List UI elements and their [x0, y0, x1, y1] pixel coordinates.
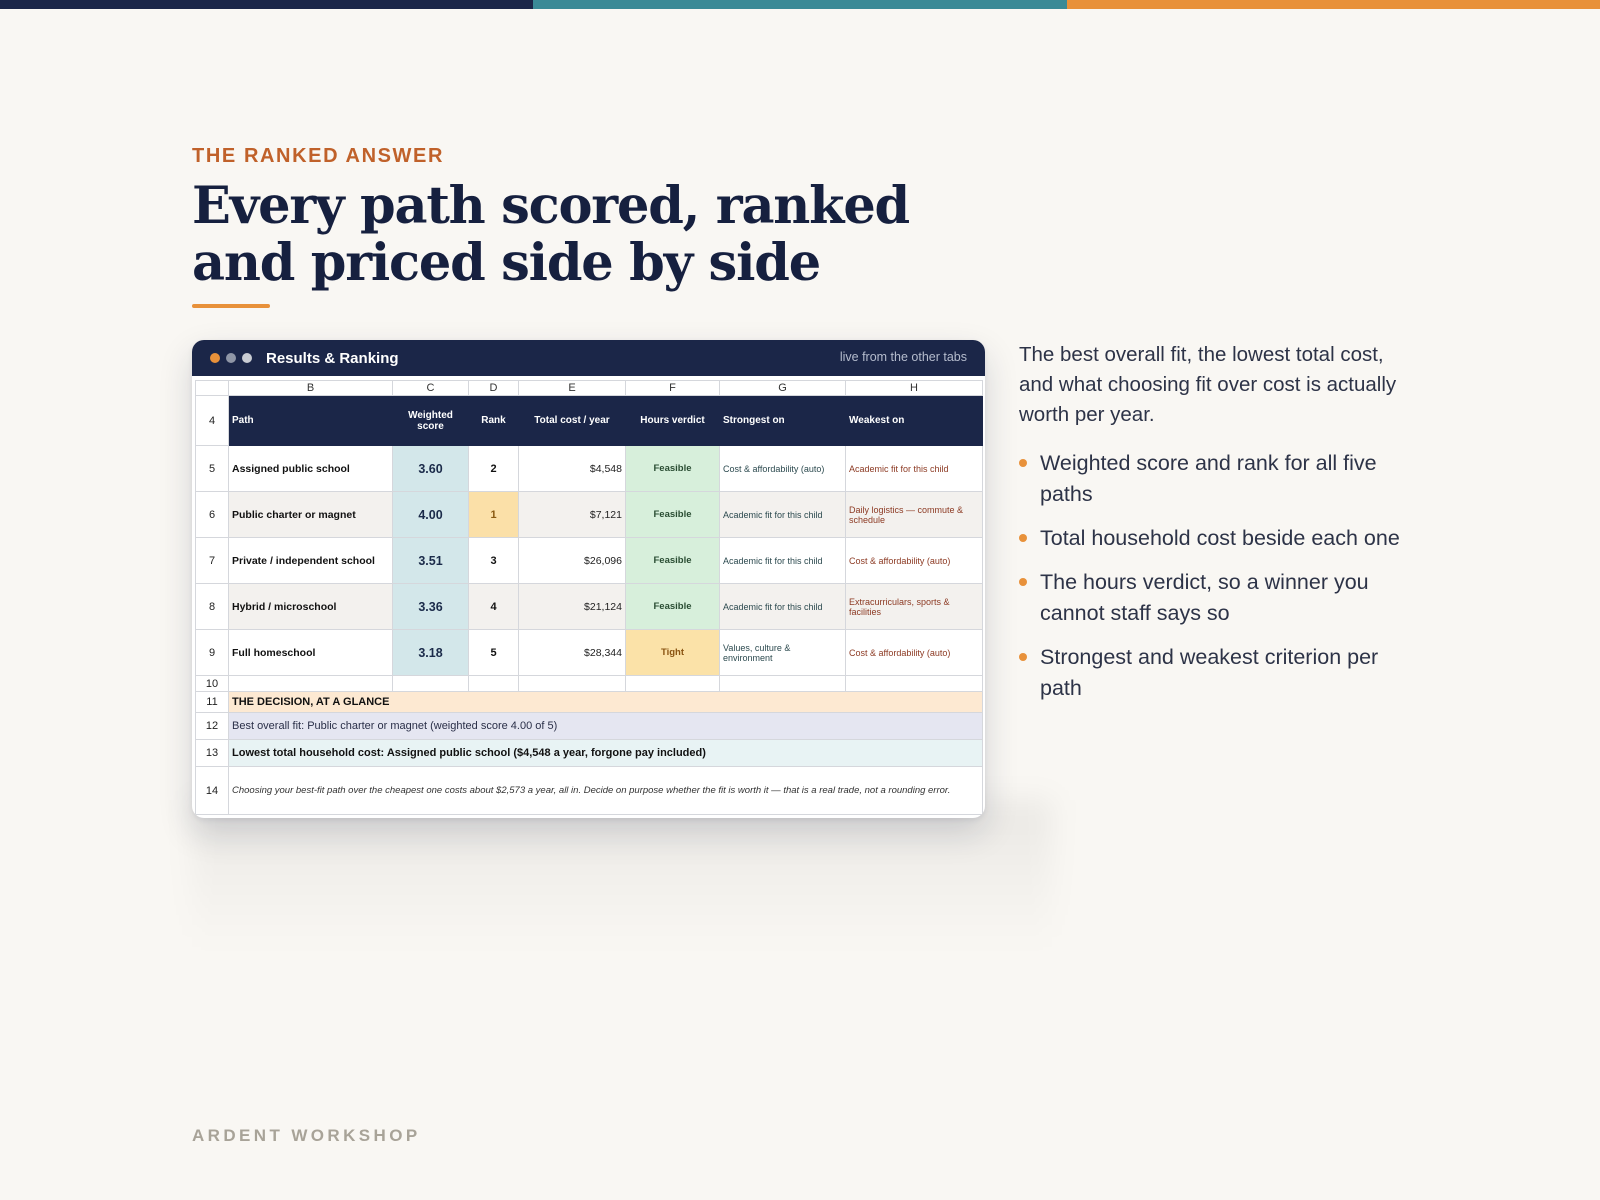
cost-cell[interactable]: $28,344	[519, 630, 626, 676]
bullet-dot-icon	[1019, 459, 1027, 467]
row-number[interactable]: 8	[196, 584, 229, 630]
score-cell[interactable]: 3.51	[393, 538, 469, 584]
header-hours-verdict[interactable]: Hours verdict	[626, 396, 720, 446]
cost-cell[interactable]: $26,096	[519, 538, 626, 584]
verdict-cell[interactable]: Feasible	[626, 492, 720, 538]
empty-cell[interactable]	[720, 676, 846, 692]
bullet-dot-icon	[1019, 578, 1027, 586]
row-number[interactable]: 12	[196, 713, 229, 740]
best-fit-cell[interactable]: Best overall fit: Public charter or magnet (weighted score 4.00 of 5)	[229, 713, 983, 740]
empty-cell[interactable]	[519, 676, 626, 692]
empty-row	[196, 676, 983, 692]
row-number[interactable]: 9	[196, 630, 229, 676]
table-row	[196, 630, 983, 676]
row-number[interactable]: 11	[196, 692, 229, 713]
weakest-cell[interactable]: Cost & affordability (auto)	[846, 538, 983, 584]
window-title: Results & Ranking	[266, 349, 399, 367]
summary-heading[interactable]: THE DECISION, AT A GLANCE	[229, 692, 983, 713]
header-path[interactable]: Path	[229, 396, 393, 446]
column-header-e[interactable]: E	[519, 381, 626, 396]
verdict-cell[interactable]: Feasible	[626, 584, 720, 630]
path-cell[interactable]: Hybrid / microschool	[229, 584, 393, 630]
lowest-cost-cell[interactable]: Lowest total household cost: Assigned public school ($4,548 a year, forgone pay included)	[229, 740, 983, 767]
lowest-cost-row	[196, 740, 983, 767]
empty-cell[interactable]	[846, 676, 983, 692]
header-weakest-on[interactable]: Weakest on	[846, 396, 983, 446]
trade-note-cell[interactable]: Choosing your best-fit path over the cheapest one costs about $2,573 a year, all in. Decide on purpose whether the fit is worth it — that is a real trade, not a rounding error.	[229, 767, 983, 815]
title-line-2: and priced side by side	[192, 233, 820, 293]
column-header-row	[196, 381, 983, 396]
window-note: live from the other tabs	[839, 350, 967, 364]
list-item-text: The hours verdict, so a winner you cannot staff says so	[1040, 570, 1369, 625]
row-number[interactable]: 7	[196, 538, 229, 584]
strongest-cell[interactable]: Values, culture & environment	[720, 630, 846, 676]
row-number[interactable]: 13	[196, 740, 229, 767]
score-cell[interactable]: 3.36	[393, 584, 469, 630]
row-number[interactable]: 6	[196, 492, 229, 538]
path-cell[interactable]: Private / independent school	[229, 538, 393, 584]
rank-cell[interactable]: 1	[469, 492, 519, 538]
list-item	[1019, 642, 1411, 704]
score-cell[interactable]: 3.18	[393, 630, 469, 676]
empty-cell[interactable]	[469, 676, 519, 692]
weakest-cell[interactable]: Extracurriculars, sports & facilities	[846, 584, 983, 630]
row-number[interactable]: 10	[196, 676, 229, 692]
row-number[interactable]: 4	[196, 396, 229, 446]
summary-heading-row	[196, 692, 983, 713]
row-number[interactable]: 14	[196, 767, 229, 815]
top-bar-orange-segment	[1067, 0, 1600, 9]
column-header-g[interactable]: G	[720, 381, 846, 396]
header-strongest-on[interactable]: Strongest on	[720, 396, 846, 446]
header-total-cost[interactable]: Total cost / year	[519, 396, 626, 446]
verdict-cell[interactable]: Tight	[626, 630, 720, 676]
rank-cell[interactable]: 3	[469, 538, 519, 584]
cost-cell[interactable]: $21,124	[519, 584, 626, 630]
column-header-f[interactable]: F	[626, 381, 720, 396]
top-color-bar	[0, 0, 1600, 9]
title-line-1: Every path scored, ranked	[192, 176, 910, 236]
strongest-cell[interactable]: Academic fit for this child	[720, 492, 846, 538]
score-cell[interactable]: 3.60	[393, 446, 469, 492]
section-kicker: THE RANKED ANSWER	[192, 145, 445, 167]
row-number[interactable]: 5	[196, 446, 229, 492]
table-row	[196, 584, 983, 630]
table-row	[196, 538, 983, 584]
window-dot-gray[interactable]	[226, 353, 236, 363]
rank-cell[interactable]: 2	[469, 446, 519, 492]
header-rank[interactable]: Rank	[469, 396, 519, 446]
results-table	[195, 380, 983, 815]
lead-paragraph: The best overall fit, the lowest total cost, and what choosing fit over cost is actually worth per year.	[1019, 343, 1397, 426]
corner-cell[interactable]	[196, 381, 229, 396]
table-row	[196, 492, 983, 538]
table-header-row	[196, 396, 983, 446]
path-cell[interactable]: Full homeschool	[229, 630, 393, 676]
path-cell[interactable]: Assigned public school	[229, 446, 393, 492]
empty-cell[interactable]	[229, 676, 393, 692]
best-fit-row	[196, 713, 983, 740]
bullet-dot-icon	[1019, 653, 1027, 661]
title-underline	[192, 304, 270, 308]
cost-cell[interactable]: $4,548	[519, 446, 626, 492]
score-cell[interactable]: 4.00	[393, 492, 469, 538]
list-item-text: Strongest and weakest criterion per path	[1040, 645, 1379, 700]
window-dot-orange[interactable]	[210, 353, 220, 363]
empty-cell[interactable]	[626, 676, 720, 692]
page-title	[192, 178, 952, 292]
empty-cell[interactable]	[393, 676, 469, 692]
window-shadow	[192, 800, 1052, 950]
strongest-cell[interactable]: Academic fit for this child	[720, 538, 846, 584]
rank-cell[interactable]: 4	[469, 584, 519, 630]
strongest-cell[interactable]: Academic fit for this child	[720, 584, 846, 630]
path-cell[interactable]: Public charter or magnet	[229, 492, 393, 538]
list-item-text: Weighted score and rank for all five paths	[1040, 451, 1377, 506]
bullet-dot-icon	[1019, 534, 1027, 542]
feature-list	[1019, 448, 1411, 717]
list-item	[1019, 523, 1411, 554]
list-item	[1019, 567, 1411, 629]
top-bar-navy-segment	[0, 0, 533, 9]
column-header-d[interactable]: D	[469, 381, 519, 396]
window-titlebar	[192, 340, 985, 376]
window-dot-light[interactable]	[242, 353, 252, 363]
weakest-cell[interactable]: Daily logistics — commute & schedule	[846, 492, 983, 538]
table-row	[196, 446, 983, 492]
cost-cell[interactable]: $7,121	[519, 492, 626, 538]
verdict-cell[interactable]: Feasible	[626, 538, 720, 584]
spreadsheet-window	[192, 340, 985, 818]
weakest-cell[interactable]: Academic fit for this child	[846, 446, 983, 492]
trade-note-row	[196, 767, 983, 815]
top-bar-teal-segment	[533, 0, 1066, 9]
brand-footer: ARDENT WORKSHOP	[192, 1126, 421, 1145]
column-header-b[interactable]: B	[229, 381, 393, 396]
header-weighted-score[interactable]: Weighted score	[393, 396, 469, 446]
strongest-cell[interactable]: Cost & affordability (auto)	[720, 446, 846, 492]
list-item	[1019, 448, 1411, 510]
verdict-cell[interactable]: Feasible	[626, 446, 720, 492]
column-header-c[interactable]: C	[393, 381, 469, 396]
list-item-text: Total household cost beside each one	[1040, 526, 1400, 550]
column-header-h[interactable]: H	[846, 381, 983, 396]
rank-cell[interactable]: 5	[469, 630, 519, 676]
weakest-cell[interactable]: Cost & affordability (auto)	[846, 630, 983, 676]
